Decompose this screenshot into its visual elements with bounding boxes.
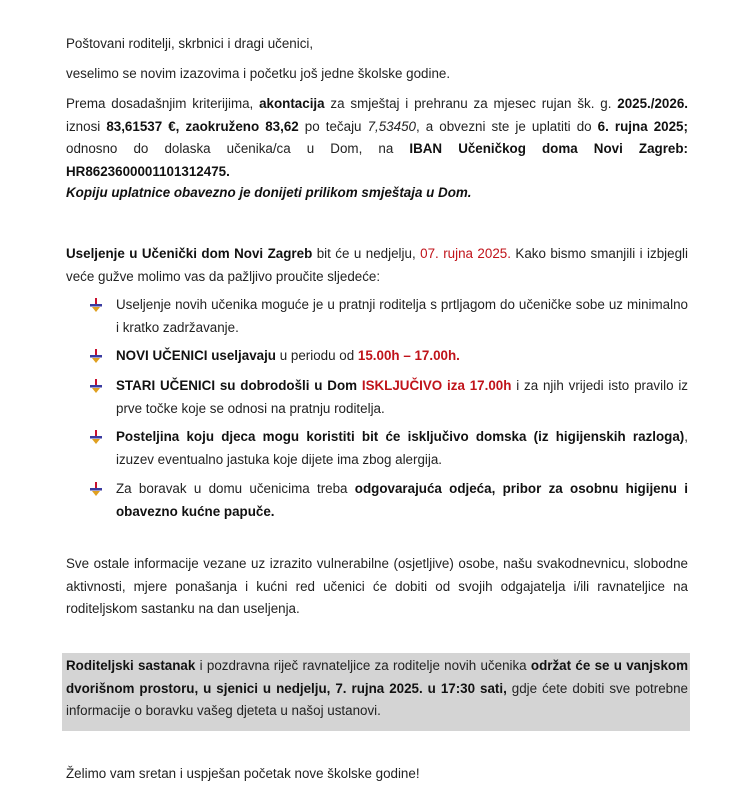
meeting-highlight bbox=[62, 653, 690, 731]
movein-paragraph: Useljenje u Učenički dom Novi Zagreb bit će u nedjelju, 07. rujna 2025. Kako bismo smanjili i izbjegli veće gužve molimo vas da pažljivo proučite sljedeće: bbox=[66, 246, 688, 284]
arrow-bullet-icon bbox=[90, 430, 102, 444]
meeting-paragraph: Roditeljski sastanak i pozdravna riječ ravnateljice za roditelje novih učenika održat će se u vanjskom dvorišnom prostoru, u sjenici u nedjelju, 7. rujna 2025. u 17:30 sati, gdje ćete dobiti sve potrebne informacije o boravku vašeg djeteta u našoj ustanovi. bbox=[66, 658, 688, 718]
greeting: Poštovani roditelji, skrbnici i dragi učenici, bbox=[66, 36, 314, 51]
other-info-paragraph: Sve ostale informacije vezane uz izrazito vulnerabilne (osjetljive) osobe, našu svakodnevnicu, slobodne aktivnosti, mjere ponašanja i kućni red učenici će dobiti od svojih odgajatelja i/ili ravnateljice na roditeljskom sastanku na dan useljenja. bbox=[66, 556, 688, 616]
arrow-bullet-icon bbox=[90, 379, 102, 393]
arrow-bullet-icon bbox=[90, 349, 102, 363]
closing-line: Želimo vam sretan i uspješan početak nove školske godine! bbox=[66, 766, 420, 781]
intro-paragraph: veselimo se novim izazovima i početku još jedne školske godine. bbox=[66, 66, 451, 81]
arrow-bullet-icon bbox=[90, 482, 102, 496]
arrow-bullet-icon bbox=[90, 298, 102, 312]
document-page: Poštovani roditelji, skrbnici i dragi učenici, veselimo se novim izazovima i početku još jedne školske godine. Prema dosadašnjim kriterijima, akontacija za smještaj i prehranu za mjesec rujan šk. g. 2025./2026. iznosi 83,61537 €, zaokruženo 83,62 po tečaju 7,53450, a obvezni ste je uplatiti do 6. rujna 2025; odnosno do dolaska učenika/ca u Dom, na IBAN Učeničkog doma Novi Zagreb: HR8623600001101312475. Kopiju uplatnice obavezno je donijeti prilikom smještaja u Dom. Useljenje u Učenički dom Novi Zagreb bit će u nedjelju, 07. rujna 2025. Kako bismo smanjili i izbjegli veće gužve molimo vas da pažljivo proučite sljedeće: Useljenje novih učenika moguće je u pratnji roditelja s prtljagom do učeničke sobe uz minimalno i kratko zadržavanje. NOVI UČENICI useljavaju u periodu od 15.00h – 17.00h. STARI UČENICI su dobrodošli u Dom ISKLJUČIVO iza 17.00h i za njih vrijedi isto pravilo iz prve točke koje se odnosi na pratnju roditelja. Posteljina koju djeca mogu koristiti bit će isključivo domska (iz higijenskih razloga), izuzev eventualno jastuka koje dijete ima zbog alergija. Za boravak u domu učenicima treba odgovarajuća odjeća, pribor za osobnu higijenu i obavezno kućne papuče. Sve ostale informacije vezane uz izrazito vulnerabilne (osjetljive) osobe, našu svakodnevnicu, slobodne aktivnosti, mjere ponašanja i kućni red učenici će dobiti od svojih odgajatelja i/ili ravnateljice na roditeljskom sastanku na dan useljenja. Roditeljski sastanak i pozdravna riječ ravnateljice za roditelje novih učenika održat će se u vanjskom dvorišnom prostoru, u sjenici u nedjelju, 7. rujna 2025. u 17:30 sati, gdje ćete dobiti sve potrebne informacije o boravku vašeg djeteta u našoj ustanovi. Želimo vam sretan i uspješan početak nove školske godine! bbox=[0, 0, 743, 787]
copy-note: Kopiju uplatnice obavezno je donijeti prilikom smještaja u Dom. bbox=[66, 185, 472, 200]
payment-paragraph: Prema dosadašnjim kriterijima, akontacija za smještaj i prehranu za mjesec rujan šk. g. 2025./2026. iznosi 83,61537 €, zaokruženo 83,62 po tečaju 7,53450, a obvezni ste je uplatiti do 6. rujna 2025; odnosno do dolaska učenika/ca u Dom, na IBAN Učeničkog doma Novi Zagreb: HR8623600001101312475. bbox=[66, 96, 688, 179]
